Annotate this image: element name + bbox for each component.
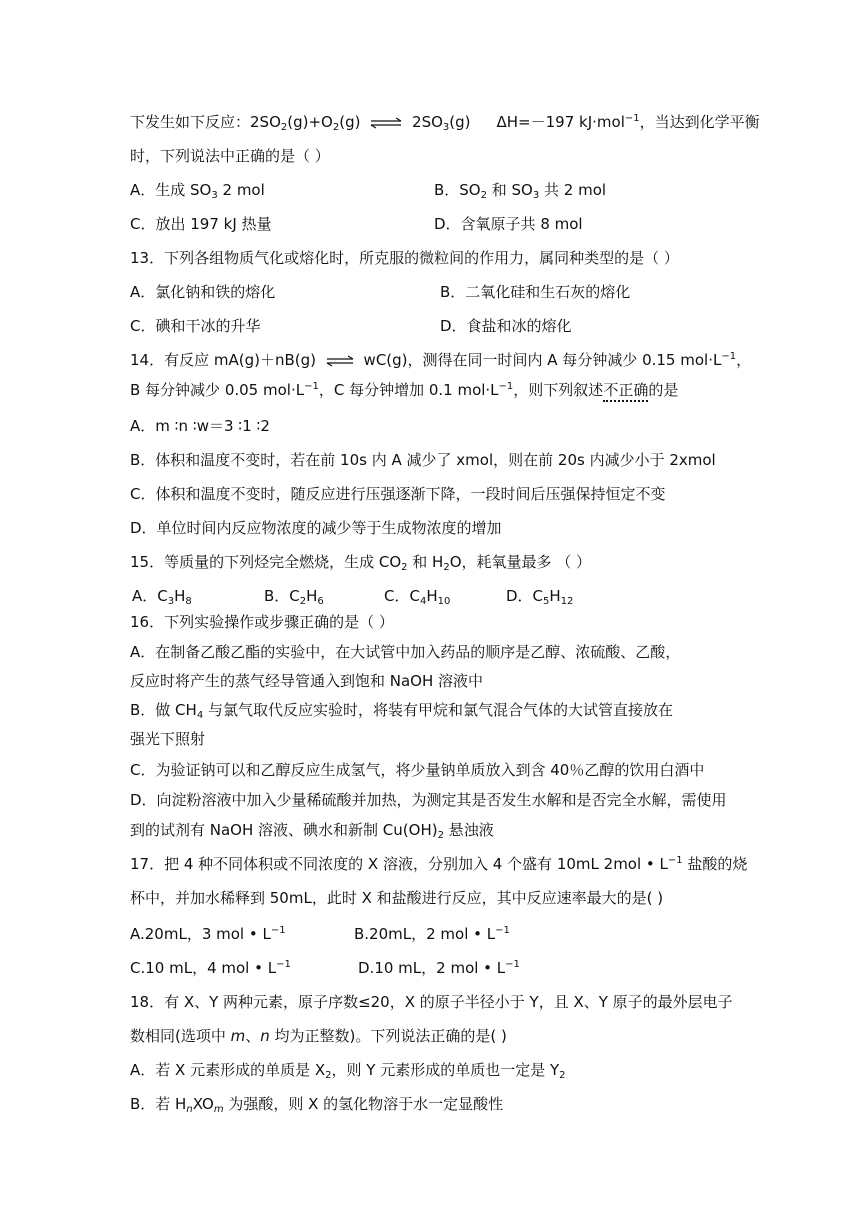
q15-option-c: C．$C_4H_{10}$ bbox=[384, 587, 451, 607]
q17-stem-line-2: 杯中，并加水稀释到 50mL，此时 X 和盐酸进行反应，其中反应速率最大的是( ) bbox=[130, 889, 664, 907]
q16-option-c: C．为验证钠可以和乙醇反应生成氢气，将少量钠单质放入到含 40％乙醇的饮用白酒中 bbox=[130, 761, 705, 779]
equilibrium-arrow-icon bbox=[325, 355, 355, 367]
q12-option-b: B．$SO_2$ 和 $SO_3$ 共 2 mol bbox=[434, 181, 607, 201]
q18-stem-line-1: 18．有 X、Y 两种元素，原子序数≤20，X 的原子半径小于 Y，且 X、Y 原子的最外层电子 bbox=[130, 993, 733, 1011]
q14-stem-line-1: 14．有反应 mA(g)＋nB(g) wC(g)，测得在同一时间内 A 每分钟减少 0.15 $mol\cdot L^{-1}$， bbox=[130, 351, 752, 369]
q15-option-a: A．$C_3H_8$ bbox=[132, 587, 192, 607]
q12-line-1: 下发生如下反应：$2SO_2(g)+O_2(g)$ $2SO_3(g)$ ΔH=－197 kJ·mol$^{-1}$，当达到化学平衡 bbox=[130, 113, 760, 133]
q13-option-b: B．二氧化硅和生石灰的熔化 bbox=[440, 283, 631, 301]
q17-option-d: D.10 mL，2 mol • $L^{-1}$ bbox=[358, 959, 520, 977]
q18-stem-line-2: 数相同(选项中 m、n 均为正整数)。下列说法正确的是( ) bbox=[130, 1027, 507, 1045]
q12-option-a: A．生成 $SO_3$ 2 mol bbox=[130, 181, 265, 201]
q16-option-a-line-2: 反应时将产生的蒸气经导管通入到饱和 NaOH 溶液中 bbox=[130, 672, 484, 690]
q13-option-a: A．氯化钠和铁的熔化 bbox=[130, 283, 276, 301]
q16-option-b-line-2: 强光下照射 bbox=[130, 730, 206, 748]
q17-option-c: C.10 mL，4 mol • $L^{-1}$ bbox=[130, 959, 291, 977]
q14-option-d: D．单位时间内反应物浓度的减少等于生成物浓度的增加 bbox=[130, 519, 502, 537]
q14-option-c: C．体积和温度不变时，随反应进行压强逐渐下降，一段时间后压强保持恒定不变 bbox=[130, 485, 666, 503]
q17-stem-line-1: 17．把 4 种不同体积或不同浓度的 X 溶液，分别加入 4 个盛有 10mL 2mol • $L^{-1}$ 盐酸的烧 bbox=[130, 855, 748, 873]
q15-stem: 15．等质量的下列烃完全燃烧，生成 $CO_2$ 和 $H_2O$，耗氧量最多 （ ） bbox=[130, 553, 592, 573]
q12-line-2: 时，下列说法中正确的是（ ） bbox=[130, 147, 330, 165]
q18-option-a: A．若 X 元素形成的单质是 $X_2$，则 Y 元素形成的单质也一定是 $Y_2$ bbox=[130, 1061, 566, 1081]
q12-option-c: C．放出 197 kJ 热量 bbox=[130, 215, 272, 233]
q15-option-d: D．$C_5H_{12}$ bbox=[506, 587, 574, 607]
q12-option-d: D．含氧原子共 8 mol bbox=[434, 215, 583, 233]
q14-option-b: B．体积和温度不变时，若在前 10s 内 A 减少了 xmol，则在前 20s 内减少小于 2xmol bbox=[130, 451, 716, 469]
q13-option-c: C．碘和干冰的升华 bbox=[130, 317, 261, 335]
q16-option-d-line-2: 到的试剂有 NaOH 溶液、碘水和新制 $Cu(OH)_2$ 悬浊液 bbox=[130, 821, 494, 841]
q14-stem-line-2: B 每分钟减少 0.05 $mol\cdot L^{-1}$，C 每分钟增加 0.1 $mol\cdot L^{-1}$，则下列叙述不正确的是 bbox=[130, 380, 678, 400]
q18-option-b: B．若 $H_nXO_m$ 为强酸，则 X 的氢化物溶于水一定显酸性 bbox=[130, 1095, 504, 1115]
q13-option-d: D．食盐和冰的熔化 bbox=[440, 317, 572, 335]
q15-option-b: B．$C_2H_6$ bbox=[264, 587, 324, 607]
q16-option-b-line-1: B．做 $CH_4$ 与氯气取代反应实验时，将装有甲烷和氯气混合气体的大试管直接放在 bbox=[130, 701, 673, 721]
q16-option-a-line-1: A．在制备乙酸乙酯的实验中，在大试管中加入药品的顺序是乙醇、浓硫酸、乙酸， bbox=[130, 643, 681, 661]
q17-option-a: A.20mL，3 mol • $L^{-1}$ bbox=[130, 925, 286, 943]
q16-option-d-line-1: D．向淀粉溶液中加入少量稀硫酸并加热，为测定其是否发生水解和是否完全水解，需使用 bbox=[130, 791, 727, 809]
q14-option-a: A．m ∶n ∶w＝3 ∶1 ∶2 bbox=[130, 417, 270, 435]
equilibrium-arrow-icon bbox=[369, 117, 403, 129]
q16-stem: 16．下列实验操作或步骤正确的是（ ） bbox=[130, 613, 394, 631]
q13-stem: 13．下列各组物质气化或熔化时，所克服的微粒间的作用力，属同种类型的是（ ） bbox=[130, 249, 679, 267]
q17-option-b: B.20mL，2 mol • $L^{-1}$ bbox=[354, 925, 510, 943]
